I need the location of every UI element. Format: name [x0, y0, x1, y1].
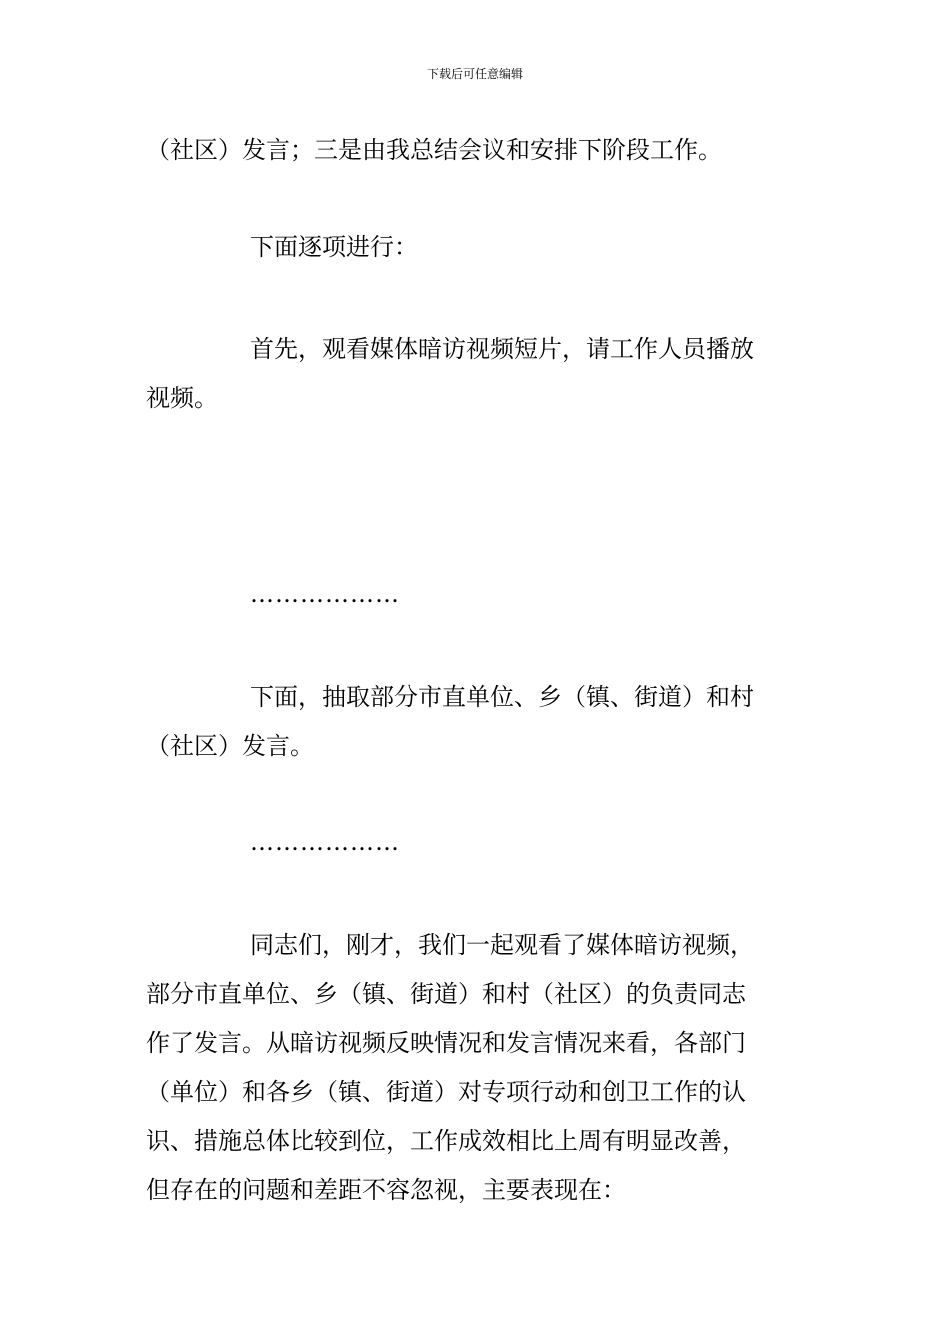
- paragraph-line: 部分市直单位、乡（镇、街道）和村（社区）的负责同志: [146, 980, 746, 1008]
- page-header: 下载后可任意编辑: [426, 67, 523, 81]
- paragraph-line: （单位）和各乡（镇、街道）对专项行动和创卫工作的认: [146, 1078, 746, 1106]
- paragraph-line: 首先，观看媒体暗访视频短片，请工作人员播放: [250, 335, 754, 363]
- ellipsis-line: ………………: [250, 580, 400, 608]
- ellipsis-line: ………………: [250, 828, 400, 856]
- paragraph-continuation: [146, 126, 808, 175]
- paragraph-line: （社区）发言；三是由我总结会议和安排下阶段工作。: [146, 136, 722, 164]
- paragraph-line: 视频。: [146, 384, 218, 412]
- paragraph-line: 识、措施总体比较到位，工作成效相比上周有明显改善，: [146, 1127, 746, 1155]
- paragraph-line: （社区）发言。: [146, 732, 314, 760]
- paragraph-line: 作了发言。从暗访视频反映情况和发言情况来看，各部门: [146, 1029, 746, 1057]
- paragraph-summary: [146, 921, 808, 1215]
- paragraph-proceed: [146, 223, 808, 272]
- paragraph-line: 同志们，刚才，我们一起观看了媒体暗访视频，: [250, 931, 754, 959]
- ellipsis-separator: [146, 570, 808, 619]
- ellipsis-separator: [146, 818, 808, 867]
- paragraph-line: 下面逐项进行：: [250, 233, 418, 261]
- paragraph-speeches: [146, 673, 808, 771]
- paragraph-line: 但存在的问题和差距不容忽视，主要表现在：: [146, 1176, 626, 1204]
- paragraph-line: 下面，抽取部分市直单位、乡（镇、街道）和村: [250, 683, 754, 711]
- paragraph-video: [146, 325, 808, 423]
